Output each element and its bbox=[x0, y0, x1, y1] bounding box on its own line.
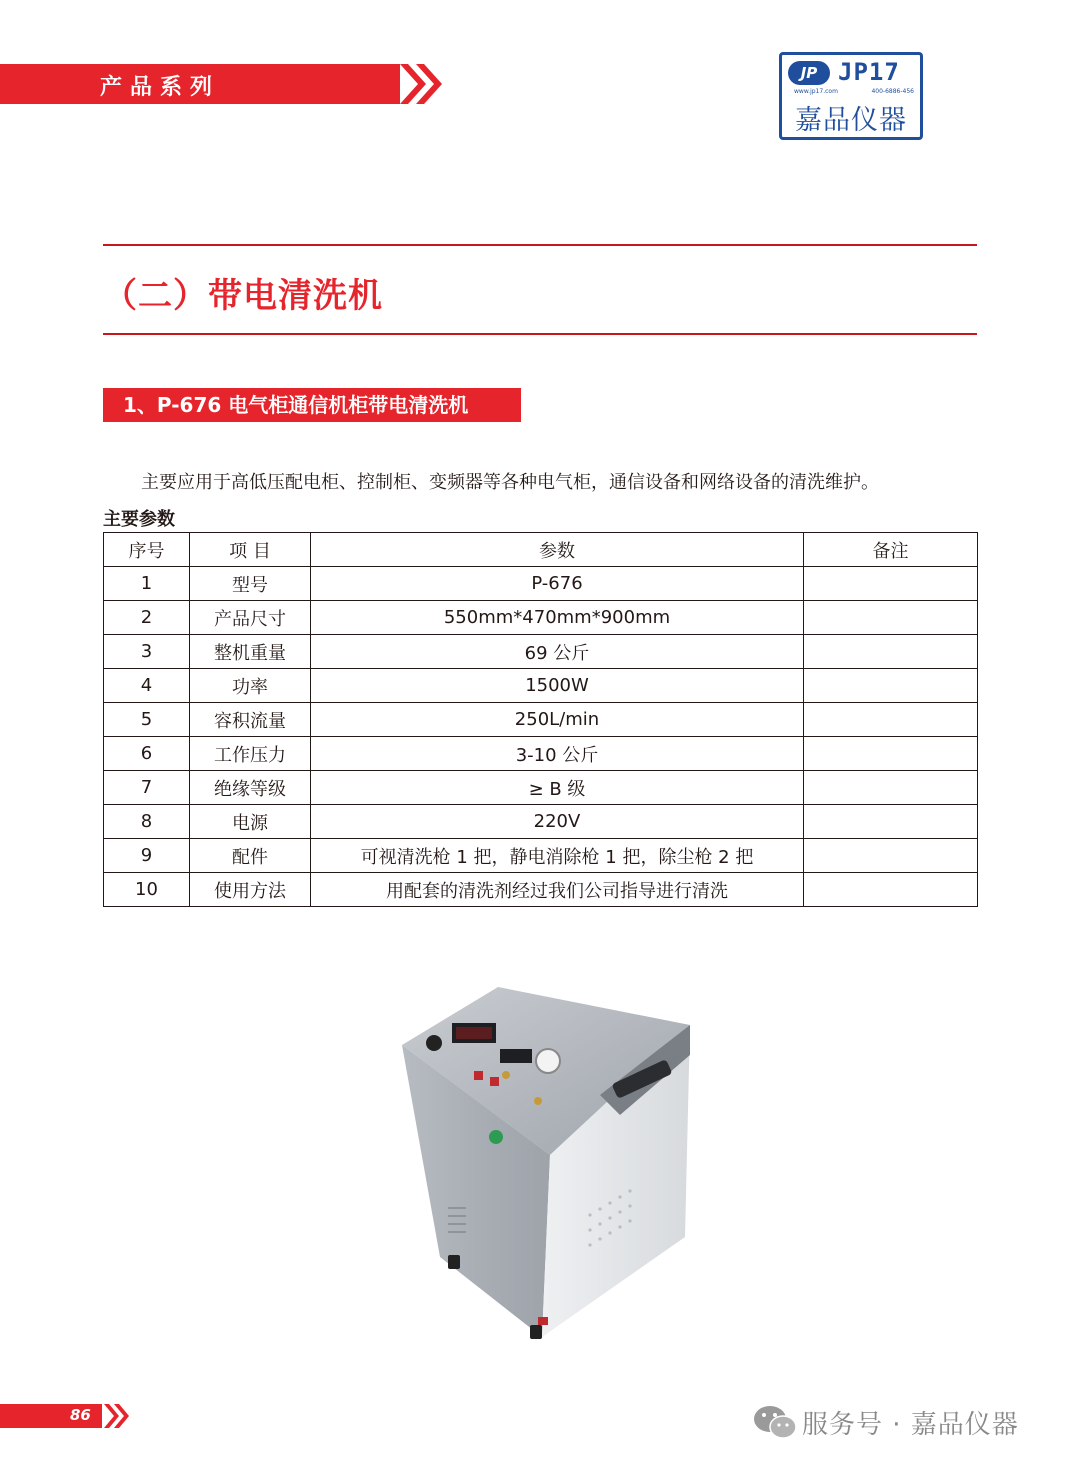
banner-chevron-icon bbox=[396, 64, 452, 104]
table-row bbox=[104, 567, 978, 601]
table-row bbox=[104, 737, 978, 771]
row-item: 功率 bbox=[190, 669, 311, 703]
header-item: 项 目 bbox=[190, 533, 311, 567]
header-value: 参数 bbox=[311, 533, 804, 567]
row-note bbox=[804, 873, 978, 907]
row-no: 4 bbox=[104, 669, 190, 703]
row-no: 1 bbox=[104, 567, 190, 601]
table-row bbox=[104, 669, 978, 703]
row-item: 型号 bbox=[190, 567, 311, 601]
product-photo bbox=[390, 985, 700, 1340]
logo-brand: JP17 bbox=[838, 58, 900, 86]
row-item: 容积流量 bbox=[190, 703, 311, 737]
row-value: 69 公斤 bbox=[311, 635, 804, 669]
wechat-icon bbox=[752, 1402, 798, 1442]
row-item: 使用方法 bbox=[190, 873, 311, 907]
table-row bbox=[104, 873, 978, 907]
row-value: 可视清洗枪 1 把，静电消除枪 1 把，除尘枪 2 把 bbox=[311, 839, 804, 873]
logo-badge: JP bbox=[788, 61, 830, 85]
logo-phone: 400-6886-456 bbox=[871, 88, 914, 95]
table-header-row bbox=[104, 533, 978, 567]
row-value: 1500W bbox=[311, 669, 804, 703]
table-row bbox=[104, 703, 978, 737]
table-row bbox=[104, 805, 978, 839]
series-label: 产品系列 bbox=[100, 75, 221, 100]
row-item: 配件 bbox=[190, 839, 311, 873]
row-value: 用配套的清洗剂经过我们公司指导进行清洗 bbox=[311, 873, 804, 907]
row-note bbox=[804, 601, 978, 635]
company-logo bbox=[779, 52, 923, 140]
header-no: 序号 bbox=[104, 533, 190, 567]
table-row bbox=[104, 601, 978, 635]
row-value: 250L/min bbox=[311, 703, 804, 737]
section-rule-bottom bbox=[103, 333, 977, 335]
row-no: 10 bbox=[104, 873, 190, 907]
logo-url: www.jp17.com bbox=[794, 88, 838, 95]
row-value: 550mm*470mm*900mm bbox=[311, 601, 804, 635]
row-note bbox=[804, 669, 978, 703]
section-rule-top bbox=[103, 244, 977, 246]
row-value: 220V bbox=[311, 805, 804, 839]
product-heading: 1、P-676 电气柜通信机柜带电清洗机 bbox=[103, 388, 521, 422]
row-value: P-676 bbox=[311, 567, 804, 601]
series-banner bbox=[0, 64, 400, 104]
logo-name-cn: 嘉品仪器 bbox=[795, 105, 907, 136]
intro-text: 主要应用于高低压配电柜、控制柜、变频器等各种电气柜，通信设备和网络设备的清洗维护。 bbox=[141, 472, 879, 493]
row-item: 工作压力 bbox=[190, 737, 311, 771]
row-no: 3 bbox=[104, 635, 190, 669]
row-item: 绝缘等级 bbox=[190, 771, 311, 805]
row-note bbox=[804, 805, 978, 839]
row-note bbox=[804, 567, 978, 601]
row-value: ≥ B 级 bbox=[311, 771, 804, 805]
params-table bbox=[103, 532, 978, 907]
page-number: 86 bbox=[70, 1406, 91, 1424]
row-no: 7 bbox=[104, 771, 190, 805]
row-note bbox=[804, 839, 978, 873]
row-item: 产品尺寸 bbox=[190, 601, 311, 635]
row-no: 5 bbox=[104, 703, 190, 737]
footer-chevron-icon bbox=[102, 1404, 132, 1428]
section-title: （二）带电清洗机 bbox=[103, 276, 383, 316]
table-row bbox=[104, 839, 978, 873]
header-note: 备注 bbox=[804, 533, 978, 567]
table-row bbox=[104, 635, 978, 669]
row-item: 整机重量 bbox=[190, 635, 311, 669]
params-label: 主要参数 bbox=[103, 509, 175, 530]
row-note bbox=[804, 703, 978, 737]
row-note bbox=[804, 635, 978, 669]
table-row bbox=[104, 771, 978, 805]
row-value: 3-10 公斤 bbox=[311, 737, 804, 771]
row-note bbox=[804, 737, 978, 771]
row-no: 9 bbox=[104, 839, 190, 873]
row-note bbox=[804, 771, 978, 805]
row-no: 2 bbox=[104, 601, 190, 635]
service-account-text: 服务号 · 嘉品仪器 bbox=[802, 1410, 1019, 1440]
row-no: 8 bbox=[104, 805, 190, 839]
row-item: 电源 bbox=[190, 805, 311, 839]
row-no: 6 bbox=[104, 737, 190, 771]
